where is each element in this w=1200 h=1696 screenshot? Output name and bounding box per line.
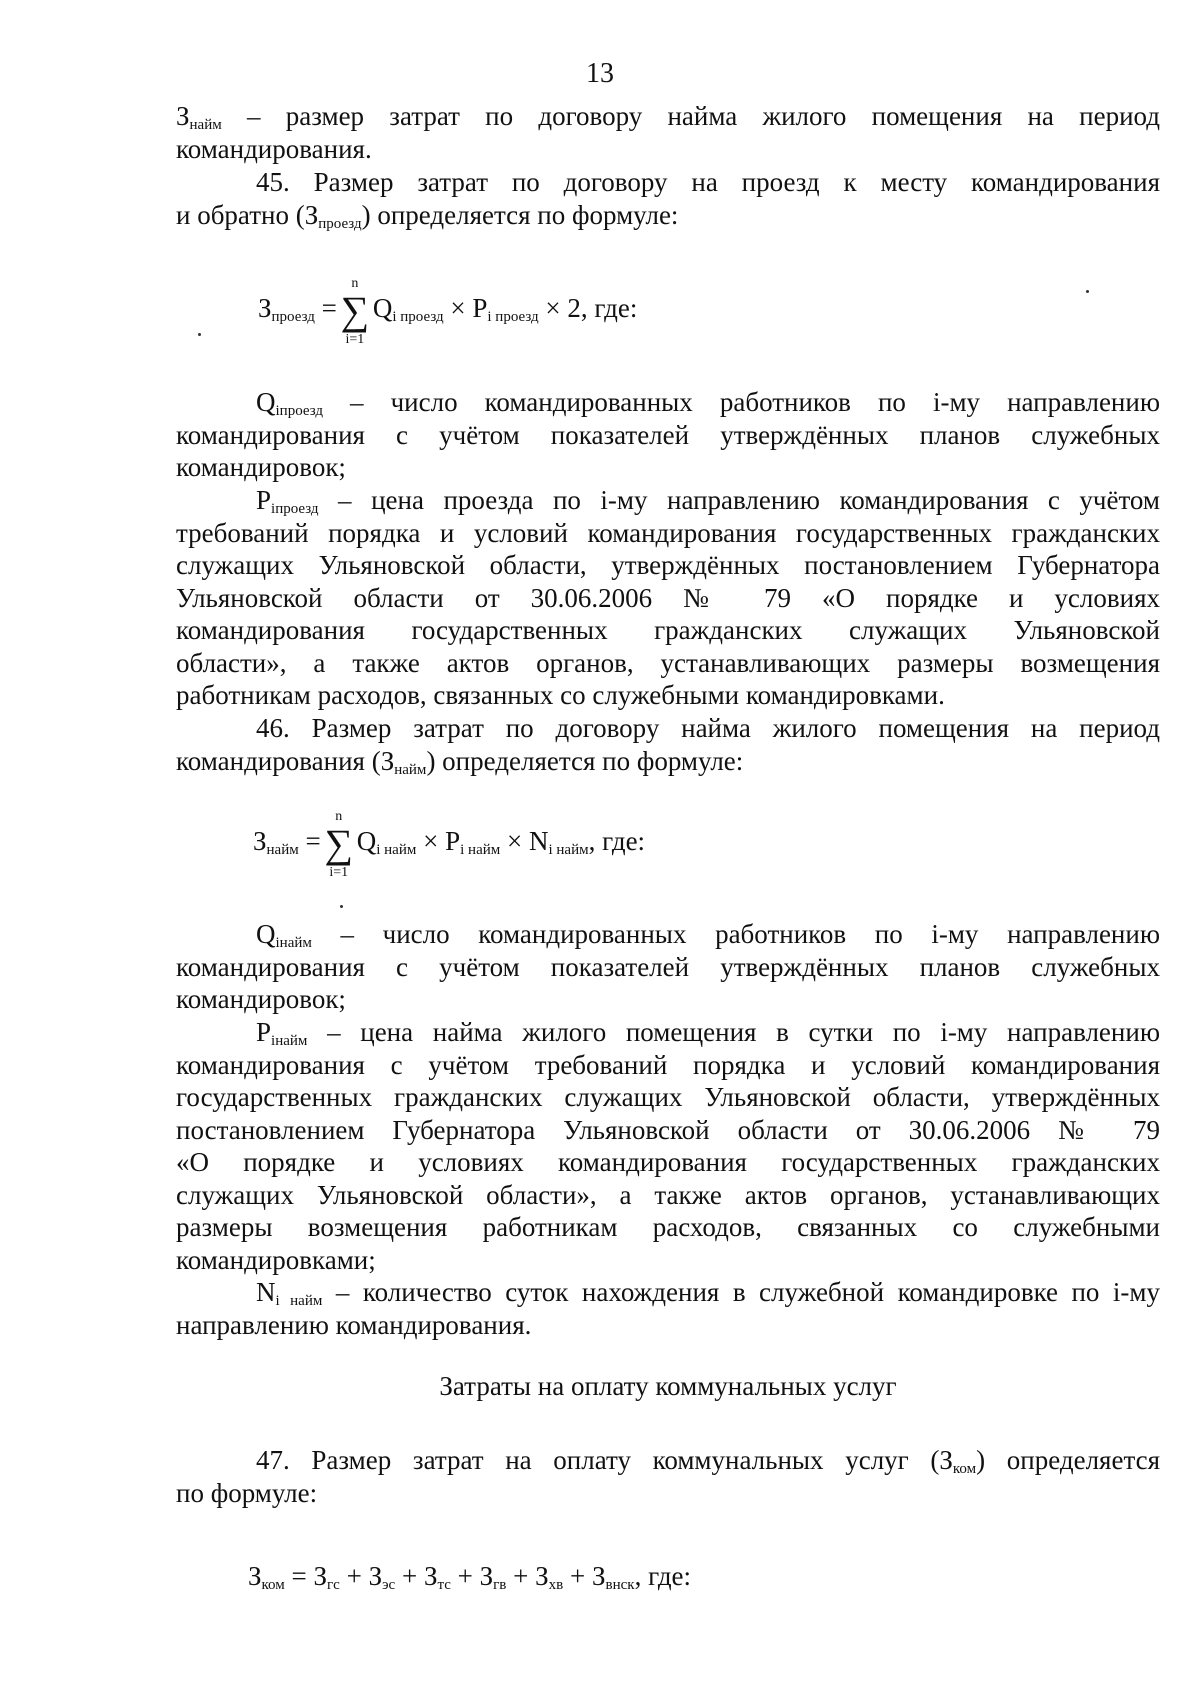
section-heading: Затраты на оплату коммунальных услуг bbox=[439, 1371, 897, 1401]
text-line: командировок; bbox=[176, 984, 346, 1014]
text-line: командирования государственных гражданских служащих Ульяновской bbox=[176, 615, 1160, 645]
paragraph-47 bbox=[176, 1444, 1160, 1509]
paragraph-46 bbox=[176, 712, 1160, 777]
text-line: государственных гражданских служащих Ульяновской области, утверждённых bbox=[176, 1082, 1160, 1112]
text-line: размеры возмещения работникам расходов, связанных со служебными bbox=[176, 1212, 1160, 1242]
sum-symbol: n ∑ i=1 bbox=[340, 275, 370, 347]
paragraph-45 bbox=[176, 166, 1160, 231]
text-line: командировками; bbox=[176, 1244, 376, 1275]
scan-speck bbox=[1086, 290, 1089, 293]
text-line: «О порядке и условиях командирования государственных гражданских bbox=[176, 1147, 1160, 1177]
text-line: $N_{i найм}$ – количество суток нахождения в служебной командировке по i-му bbox=[256, 1277, 1161, 1309]
text-line: командировок; bbox=[176, 452, 346, 482]
scan-speck bbox=[198, 333, 201, 336]
text-line: командирования $(З_{найм})$ определяется по формуле: bbox=[176, 745, 744, 778]
text-line: работникам расходов, связанных со служебными командировками. bbox=[176, 680, 945, 710]
text-line: командирования с учётом показателей утверждённых планов служебных bbox=[176, 951, 1160, 982]
formula-naim: $З_{найм}$ = n ∑ i=1 $Q_{i найм} \times P_{i найм} \times N_{i найм}$, где: bbox=[253, 808, 646, 880]
definition-n-naim bbox=[176, 1276, 1160, 1341]
text-line: постановлением Губернатора Ульяновской области от 30.06.2006 № 79 bbox=[176, 1114, 1160, 1145]
text-line: и обратно $(З_{проезд})$ определяется по формуле: bbox=[176, 199, 679, 232]
scan-speck bbox=[340, 905, 343, 908]
formula-kom: $З_{ком} = З_{гс} + З_{эс} + З_{тс} + З_{гв} + З_{хв} + З_{внск}$, где: bbox=[248, 1561, 692, 1593]
definition-q-proezd bbox=[176, 386, 1160, 484]
text-line: командирования. bbox=[176, 133, 372, 164]
text-line: $Q_{iпроезд}$ – число командированных работников по i-му направлению bbox=[256, 387, 1160, 419]
intro-paragraph bbox=[176, 100, 1160, 165]
text-line: $Q_{iнайм}$ – число командированных работников по i-му направлению bbox=[256, 919, 1160, 951]
text-line: требований порядка и условий командирования государственных гражданских bbox=[176, 517, 1160, 548]
text-line: 47. Размер затрат на оплату коммунальных услуг $(З_{ком})$ определяется bbox=[256, 1445, 1160, 1477]
definition-q-naim bbox=[176, 918, 1160, 1016]
text-line: служащих Ульяновской области, утверждённых постановлением Губернатора bbox=[176, 550, 1160, 580]
text-line: 45. Размер затрат по договору на проезд к месту командирования bbox=[256, 167, 1160, 197]
text-line: 46. Размер затрат по договору найма жилого помещения на период bbox=[256, 713, 1160, 743]
text-line: области», а также актов органов, устанавливающих размеры возмещения bbox=[176, 647, 1160, 678]
formula-proezd: $З_{проезд}$ = n ∑ i=1 $Q_{i проезд} \times P_{i проезд} \times 2$, где: bbox=[258, 275, 638, 347]
text-line: командирования с учётом показателей утверждённых планов служебных bbox=[176, 419, 1160, 450]
sum-symbol: n ∑ i=1 bbox=[324, 808, 353, 880]
text-line: служащих Ульяновской области», а также актов органов, устанавливающих bbox=[176, 1179, 1160, 1210]
text-line: направлению командирования. bbox=[176, 1309, 532, 1340]
text-line: $P_{iнайм}$ – цена найма жилого помещения в сутки по i-му направлению bbox=[256, 1017, 1160, 1049]
text-line: по формуле: bbox=[176, 1477, 318, 1508]
definition-p-naim bbox=[176, 1016, 1160, 1276]
text-line: $З_{найм}$ – размер затрат по договору найма жилого помещения на период bbox=[176, 101, 1160, 133]
page-number: 13 bbox=[586, 58, 614, 89]
text-line: командирования с учётом требований порядка и условий командирования bbox=[176, 1049, 1160, 1080]
text-line: $P_{iпроезд}$ – цена проезда по i-му направлению командирования с учётом bbox=[256, 485, 1160, 517]
text-line: Ульяновской области от 30.06.2006 № 79 «О порядке и условиях bbox=[176, 582, 1160, 613]
definition-p-proezd bbox=[176, 484, 1160, 712]
